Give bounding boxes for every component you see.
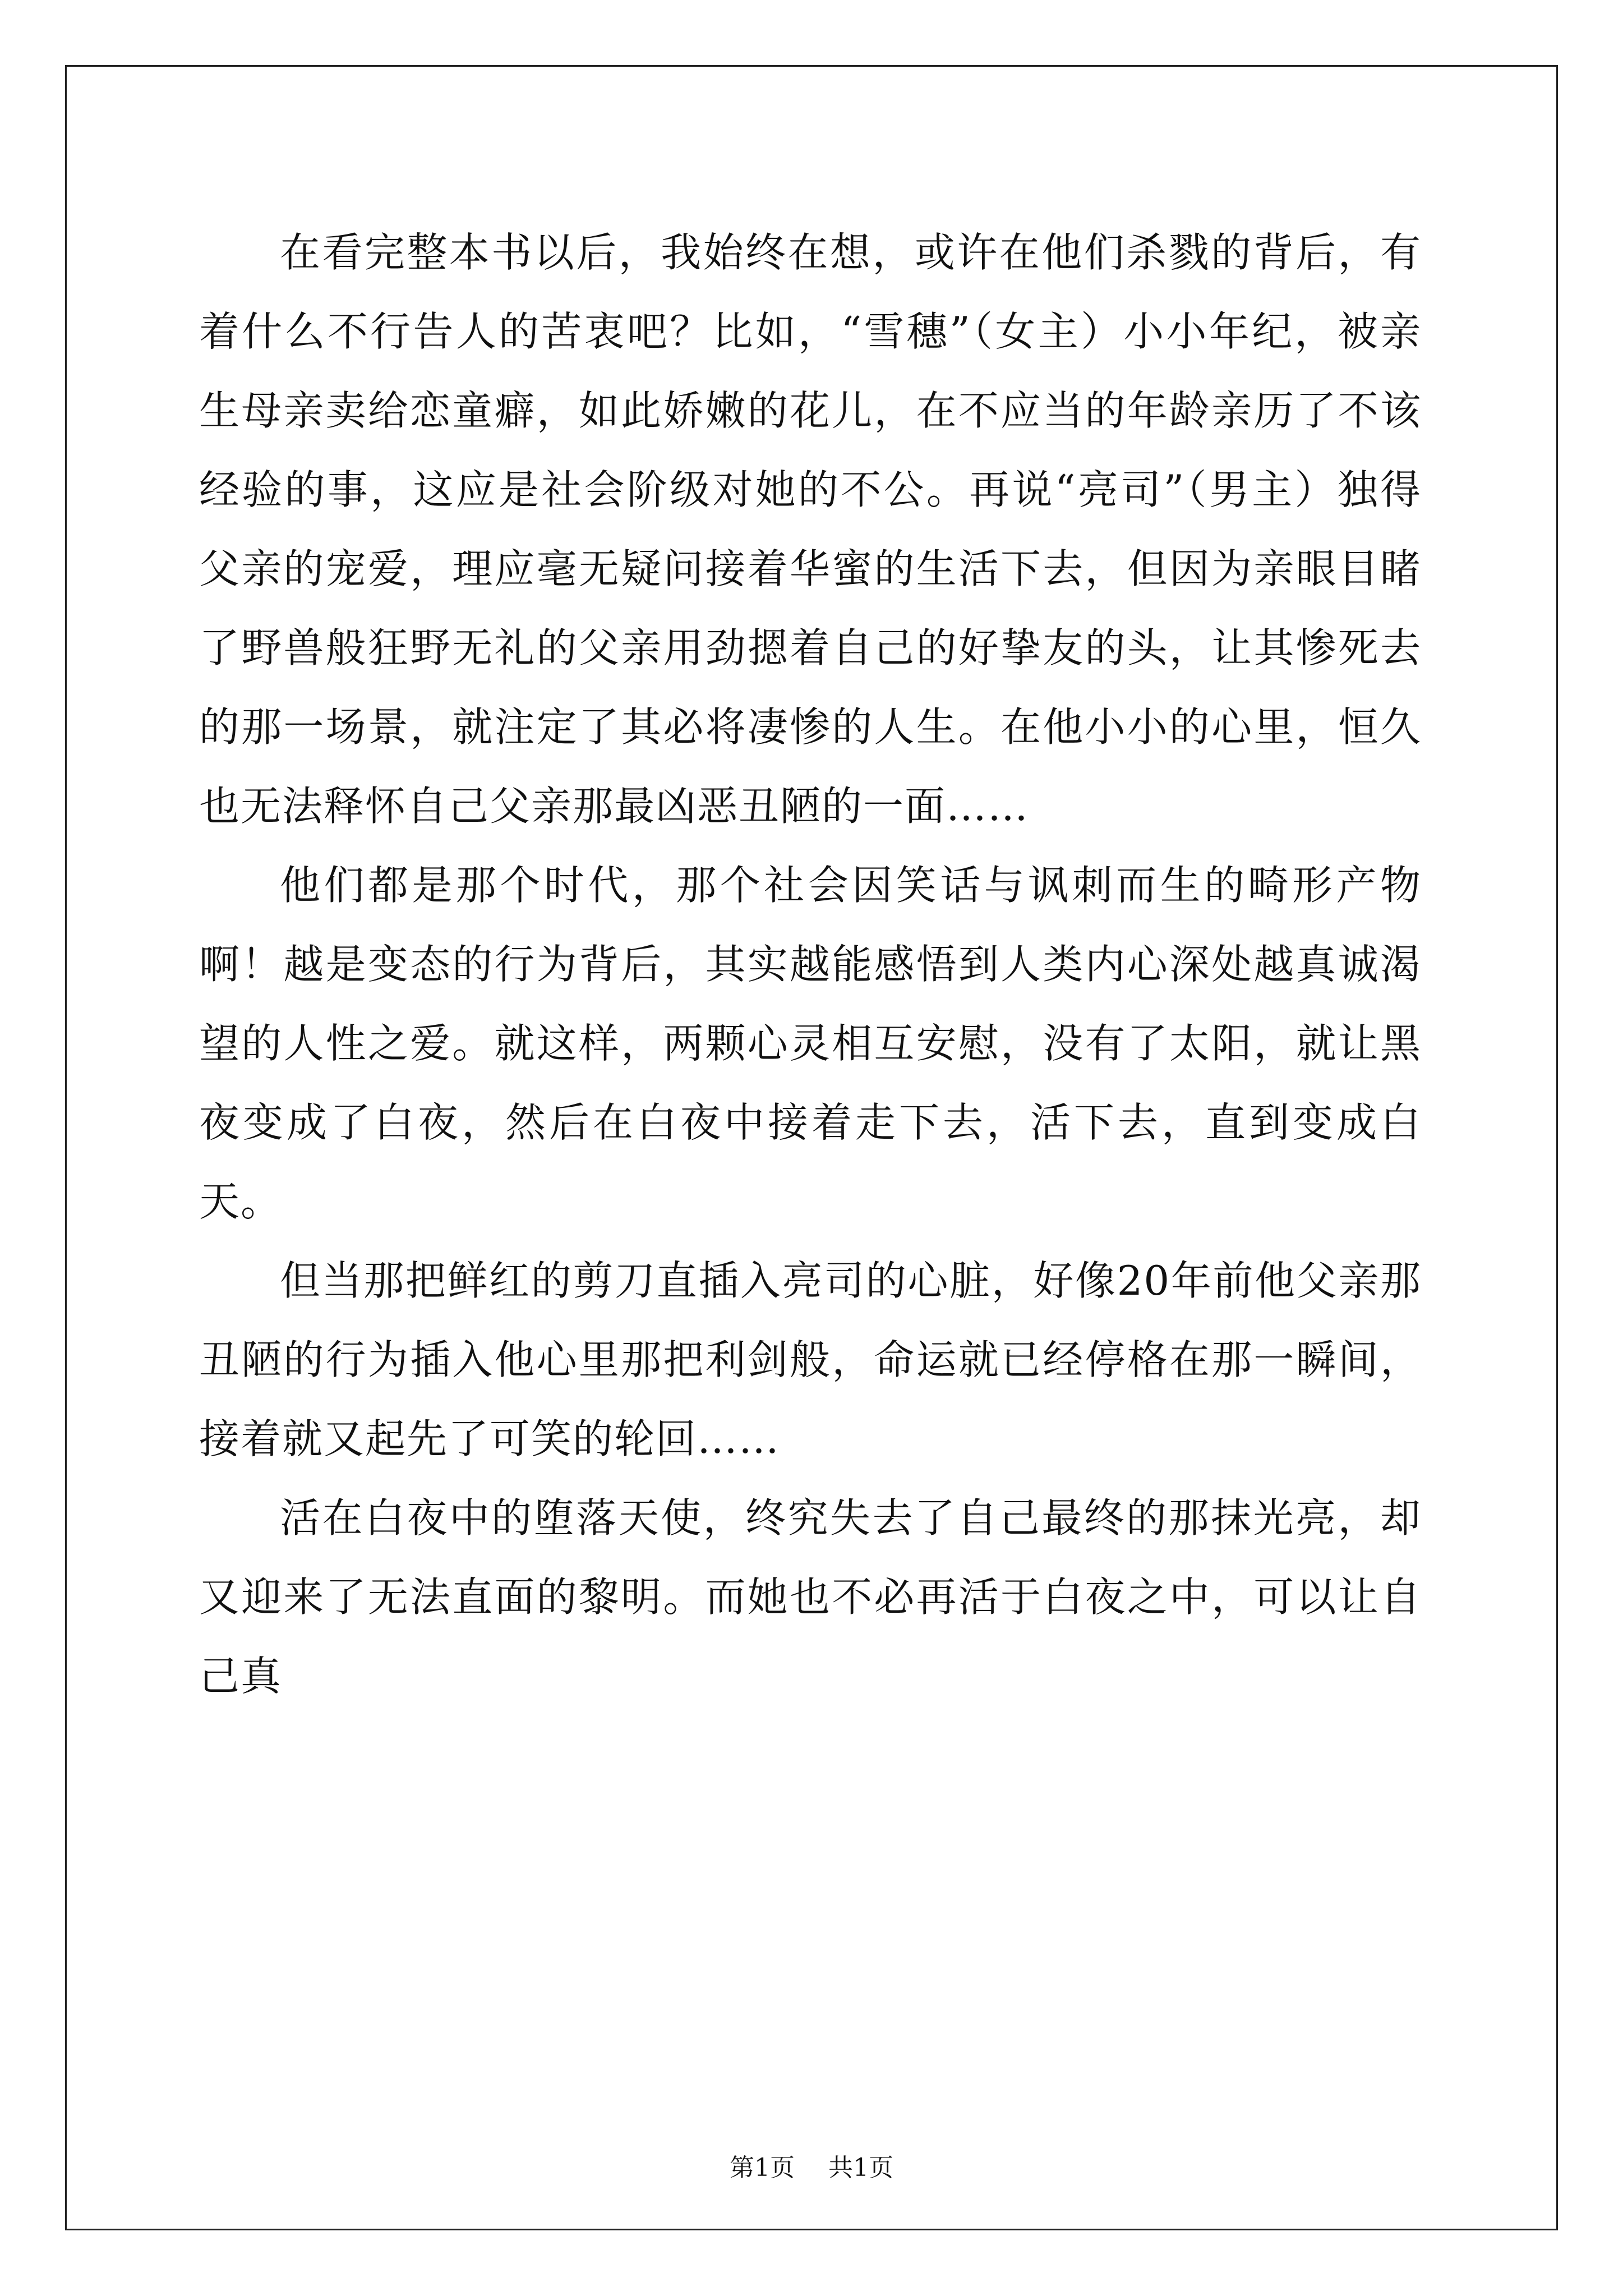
paragraph-2: 他们都是那个时代，那个社会因笑话与讽刺而生的畸形产物啊！越是变态的行为背后，其实越能感悟到人类内心深处越真诚渴望的人性之爱。就这样，两颗心灵相互安慰，没有了太阳，就让黑夜变成了白夜，然后在白夜中接着走下去，活下去，直到变成白天。 bbox=[199, 862, 1422, 1225]
page-number-total: 共1页 bbox=[828, 2154, 893, 2182]
page-footer bbox=[0, 2151, 1623, 2185]
paragraph-1: 在看完整本书以后，我始终在想，或许在他们杀戮的背后，有着什么不行告人的苦衷吧？比如，“雪穗”（女主）小小年纪，被亲生母亲卖给恋童癖，如此娇嫩的花儿，在不应当的年龄亲历了不该经验的事，这应是社会阶级对她的不公。再说“亮司”（男主）独得父亲的宠爱，理应毫无疑问接着华蜜的生活下去，但因为亲眼目睹了野兽般狂野无礼的父亲用劲摁着自己的好挚友的头，让其惨死去的那一场景，就注定了其必将凄惨的人生。在他小小的心里，恒久也无法释怀自己父亲那最凶恶丑陋的一面…… bbox=[199, 229, 1422, 830]
page-number-current: 第1页 bbox=[730, 2154, 795, 2182]
paragraph-4: 活在白夜中的堕落天使，终究失去了自己最终的那抹光亮，却又迎来了无法直面的黎明。而她也不必再活于白夜之中，可以让自己真 bbox=[199, 1494, 1422, 1700]
paragraph-3: 但当那把鲜红的剪刀直插入亮司的心脏，好像20年前他父亲那丑陋的行为插入他心里那把利剑般，命运就已经停格在那一瞬间，接着就又起先了可笑的轮回…… bbox=[199, 1257, 1422, 1462]
document-body bbox=[199, 213, 1422, 1716]
